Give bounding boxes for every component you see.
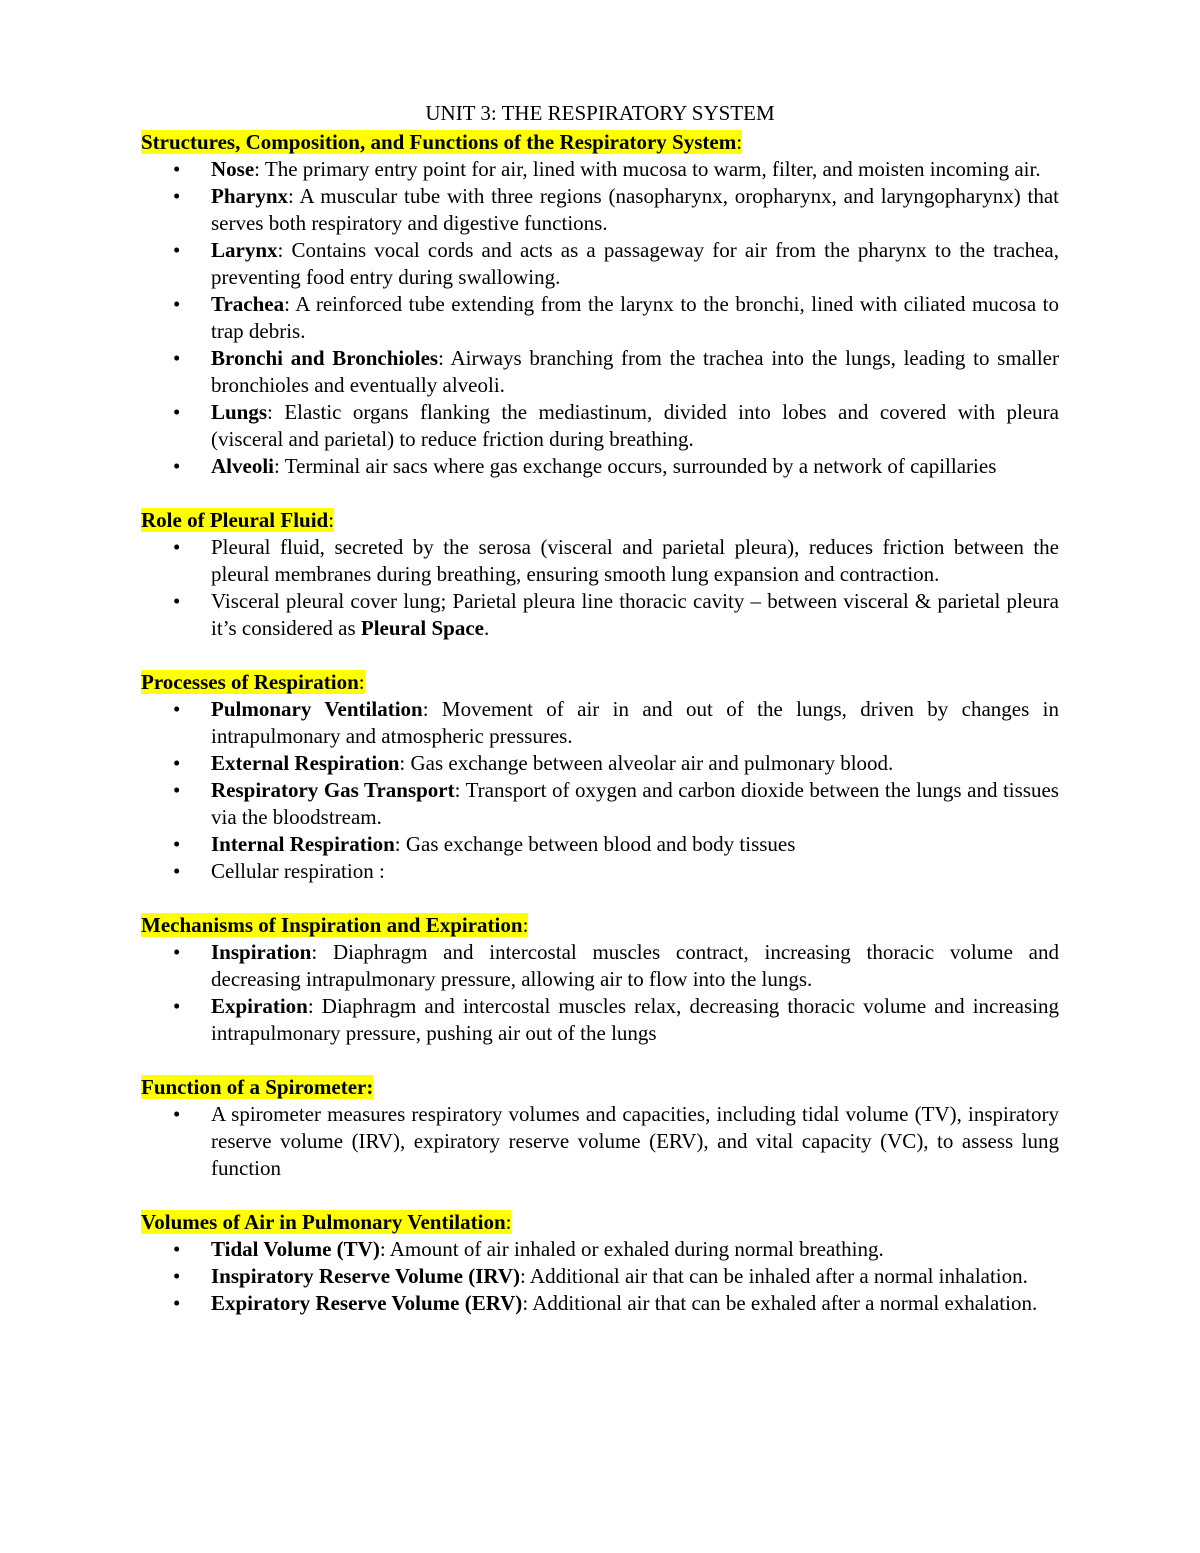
heading-text: Function of a Spirometer:: [141, 1075, 374, 1099]
page-title: UNIT 3: THE RESPIRATORY SYSTEM: [425, 101, 775, 125]
section-processes: [141, 669, 1059, 885]
section-heading: [141, 129, 1059, 156]
heading-colon: :: [505, 1210, 512, 1234]
list-item: [141, 156, 1059, 183]
section-volumes: [141, 1209, 1059, 1317]
item-term: Larynx: [211, 238, 278, 262]
item-tail: .: [483, 616, 490, 640]
item-text: : Diaphragm and intercostal muscles relax, decreasing thoracic volume and increasing intrapulmonary pressure, pushing air out of the lungs: [211, 994, 1059, 1045]
list-item: [141, 1263, 1059, 1290]
item-text: : Movement of air in and out of the lungs, driven by changes in intrapulmonary and atmospheric pressures.: [211, 697, 1059, 748]
heading-text: Role of Pleural Fluid: [141, 508, 329, 532]
list-item: [141, 993, 1059, 1047]
item-text: : The primary entry point for air, lined with mucosa to warm, filter, and moisten incoming air.: [254, 157, 1041, 181]
item-term: Bronchi and Bronchioles: [211, 346, 439, 370]
item-text: : Gas exchange between blood and body tissues: [394, 832, 796, 856]
bullet-list: [141, 696, 1059, 885]
heading-colon: :: [328, 508, 335, 532]
heading-colon: :: [358, 670, 365, 694]
item-text: Pleural fluid, secreted by the serosa (visceral and parietal pleura), reduces friction between the pleural membranes during breathing, ensuring smooth lung expansion and contraction.: [211, 535, 1059, 586]
section-heading: [141, 912, 1059, 939]
heading-text: Structures, Composition, and Functions of the Respiratory System: [141, 130, 737, 154]
list-item: [141, 453, 1059, 480]
item-term: Nose: [211, 157, 255, 181]
item-text: : Contains vocal cords and acts as a passageway for air from the pharynx to the trachea, preventing food entry during swallowing.: [211, 238, 1059, 289]
item-term: Pharynx: [211, 184, 289, 208]
list-item: [141, 777, 1059, 831]
item-term: Pulmonary Ventilation: [211, 697, 423, 721]
item-term: Alveoli: [211, 454, 274, 478]
section-spirometer: [141, 1074, 1059, 1182]
heading-text: Processes of Respiration: [141, 670, 359, 694]
heading-text: Volumes of Air in Pulmonary Ventilation: [141, 1210, 506, 1234]
heading-colon: :: [736, 130, 743, 154]
item-term: Trachea: [211, 292, 285, 316]
list-item: [141, 399, 1059, 453]
list-item: [141, 939, 1059, 993]
item-text: : Transport of oxygen and carbon dioxide between the lungs and tissues via the bloodstream.: [211, 778, 1059, 829]
heading-text: Mechanisms of Inspiration and Expiration: [141, 913, 523, 937]
list-item: [141, 696, 1059, 750]
heading-colon: :: [522, 913, 529, 937]
bullet-list: [141, 156, 1059, 480]
item-text: : Additional air that can be inhaled after a normal inhalation.: [519, 1264, 1028, 1288]
item-term: Tidal Volume (TV): [211, 1237, 380, 1261]
list-item: [141, 291, 1059, 345]
item-bold-term: Pleural Space: [360, 616, 484, 640]
item-text: : Terminal air sacs where gas exchange occurs, surrounded by a network of capillaries: [274, 454, 997, 478]
list-item: [141, 588, 1059, 642]
section-heading: [141, 1209, 1059, 1236]
item-text: : Amount of air inhaled or exhaled during normal breathing.: [379, 1237, 884, 1261]
item-term: Internal Respiration: [211, 832, 395, 856]
item-term: Expiration: [211, 994, 308, 1018]
item-text: : A reinforced tube extending from the larynx to the bronchi, lined with ciliated mucosa to trap debris.: [211, 292, 1059, 343]
section-structures: [141, 129, 1059, 480]
list-item: [141, 831, 1059, 858]
item-text: : Airways branching from the trachea into the lungs, leading to smaller bronchioles and eventually alveoli.: [211, 346, 1059, 397]
item-text: : Gas exchange between alveolar air and pulmonary blood.: [399, 751, 894, 775]
bullet-list: [141, 1101, 1059, 1182]
item-term: Expiratory Reserve Volume (ERV): [211, 1291, 523, 1315]
list-item: [141, 750, 1059, 777]
item-text: A spirometer measures respiratory volumes and capacities, including tidal volume (TV), inspiratory reserve volume (IRV), expiratory reserve volume (ERV), and vital capacity (VC), to assess lung function: [211, 1102, 1059, 1180]
section-heading: [141, 669, 1059, 696]
item-term: Inspiratory Reserve Volume (IRV): [211, 1264, 520, 1288]
item-term: External Respiration: [211, 751, 400, 775]
bullet-list: [141, 534, 1059, 642]
section-mechanisms: [141, 912, 1059, 1047]
section-heading: [141, 1074, 1059, 1101]
list-item: [141, 237, 1059, 291]
item-text: : Diaphragm and intercostal muscles contract, increasing thoracic volume and decreasing intrapulmonary pressure, allowing air to flow into the lungs.: [211, 940, 1059, 991]
list-item: [141, 1290, 1059, 1317]
list-item: [141, 1236, 1059, 1263]
item-text: : Elastic organs flanking the mediastinum, divided into lobes and covered with pleura (visceral and parietal) to reduce friction during breathing.: [211, 400, 1059, 451]
list-item: [141, 345, 1059, 399]
item-term: Respiratory Gas Transport: [211, 778, 455, 802]
bullet-list: [141, 1236, 1059, 1317]
item-text: : Additional air that can be exhaled after a normal exhalation.: [522, 1291, 1038, 1315]
section-heading: [141, 507, 1059, 534]
list-item: [141, 534, 1059, 588]
document-body: [141, 129, 1059, 1317]
item-text: : A muscular tube with three regions (nasopharynx, oropharynx, and laryngopharynx) that serves both respiratory and digestive functions.: [211, 184, 1059, 235]
list-item: [141, 858, 1059, 885]
section-pleural-fluid: [141, 507, 1059, 642]
bullet-list: [141, 939, 1059, 1047]
item-term: Lungs: [211, 400, 268, 424]
item-text: Cellular respiration :: [211, 859, 385, 883]
list-item: [141, 183, 1059, 237]
item-term: Inspiration: [211, 940, 312, 964]
item-text: Visceral pleural cover lung; Parietal pleura line thoracic cavity – between visceral & parietal pleura it’s considered as: [211, 589, 1059, 640]
list-item: [141, 1101, 1059, 1182]
